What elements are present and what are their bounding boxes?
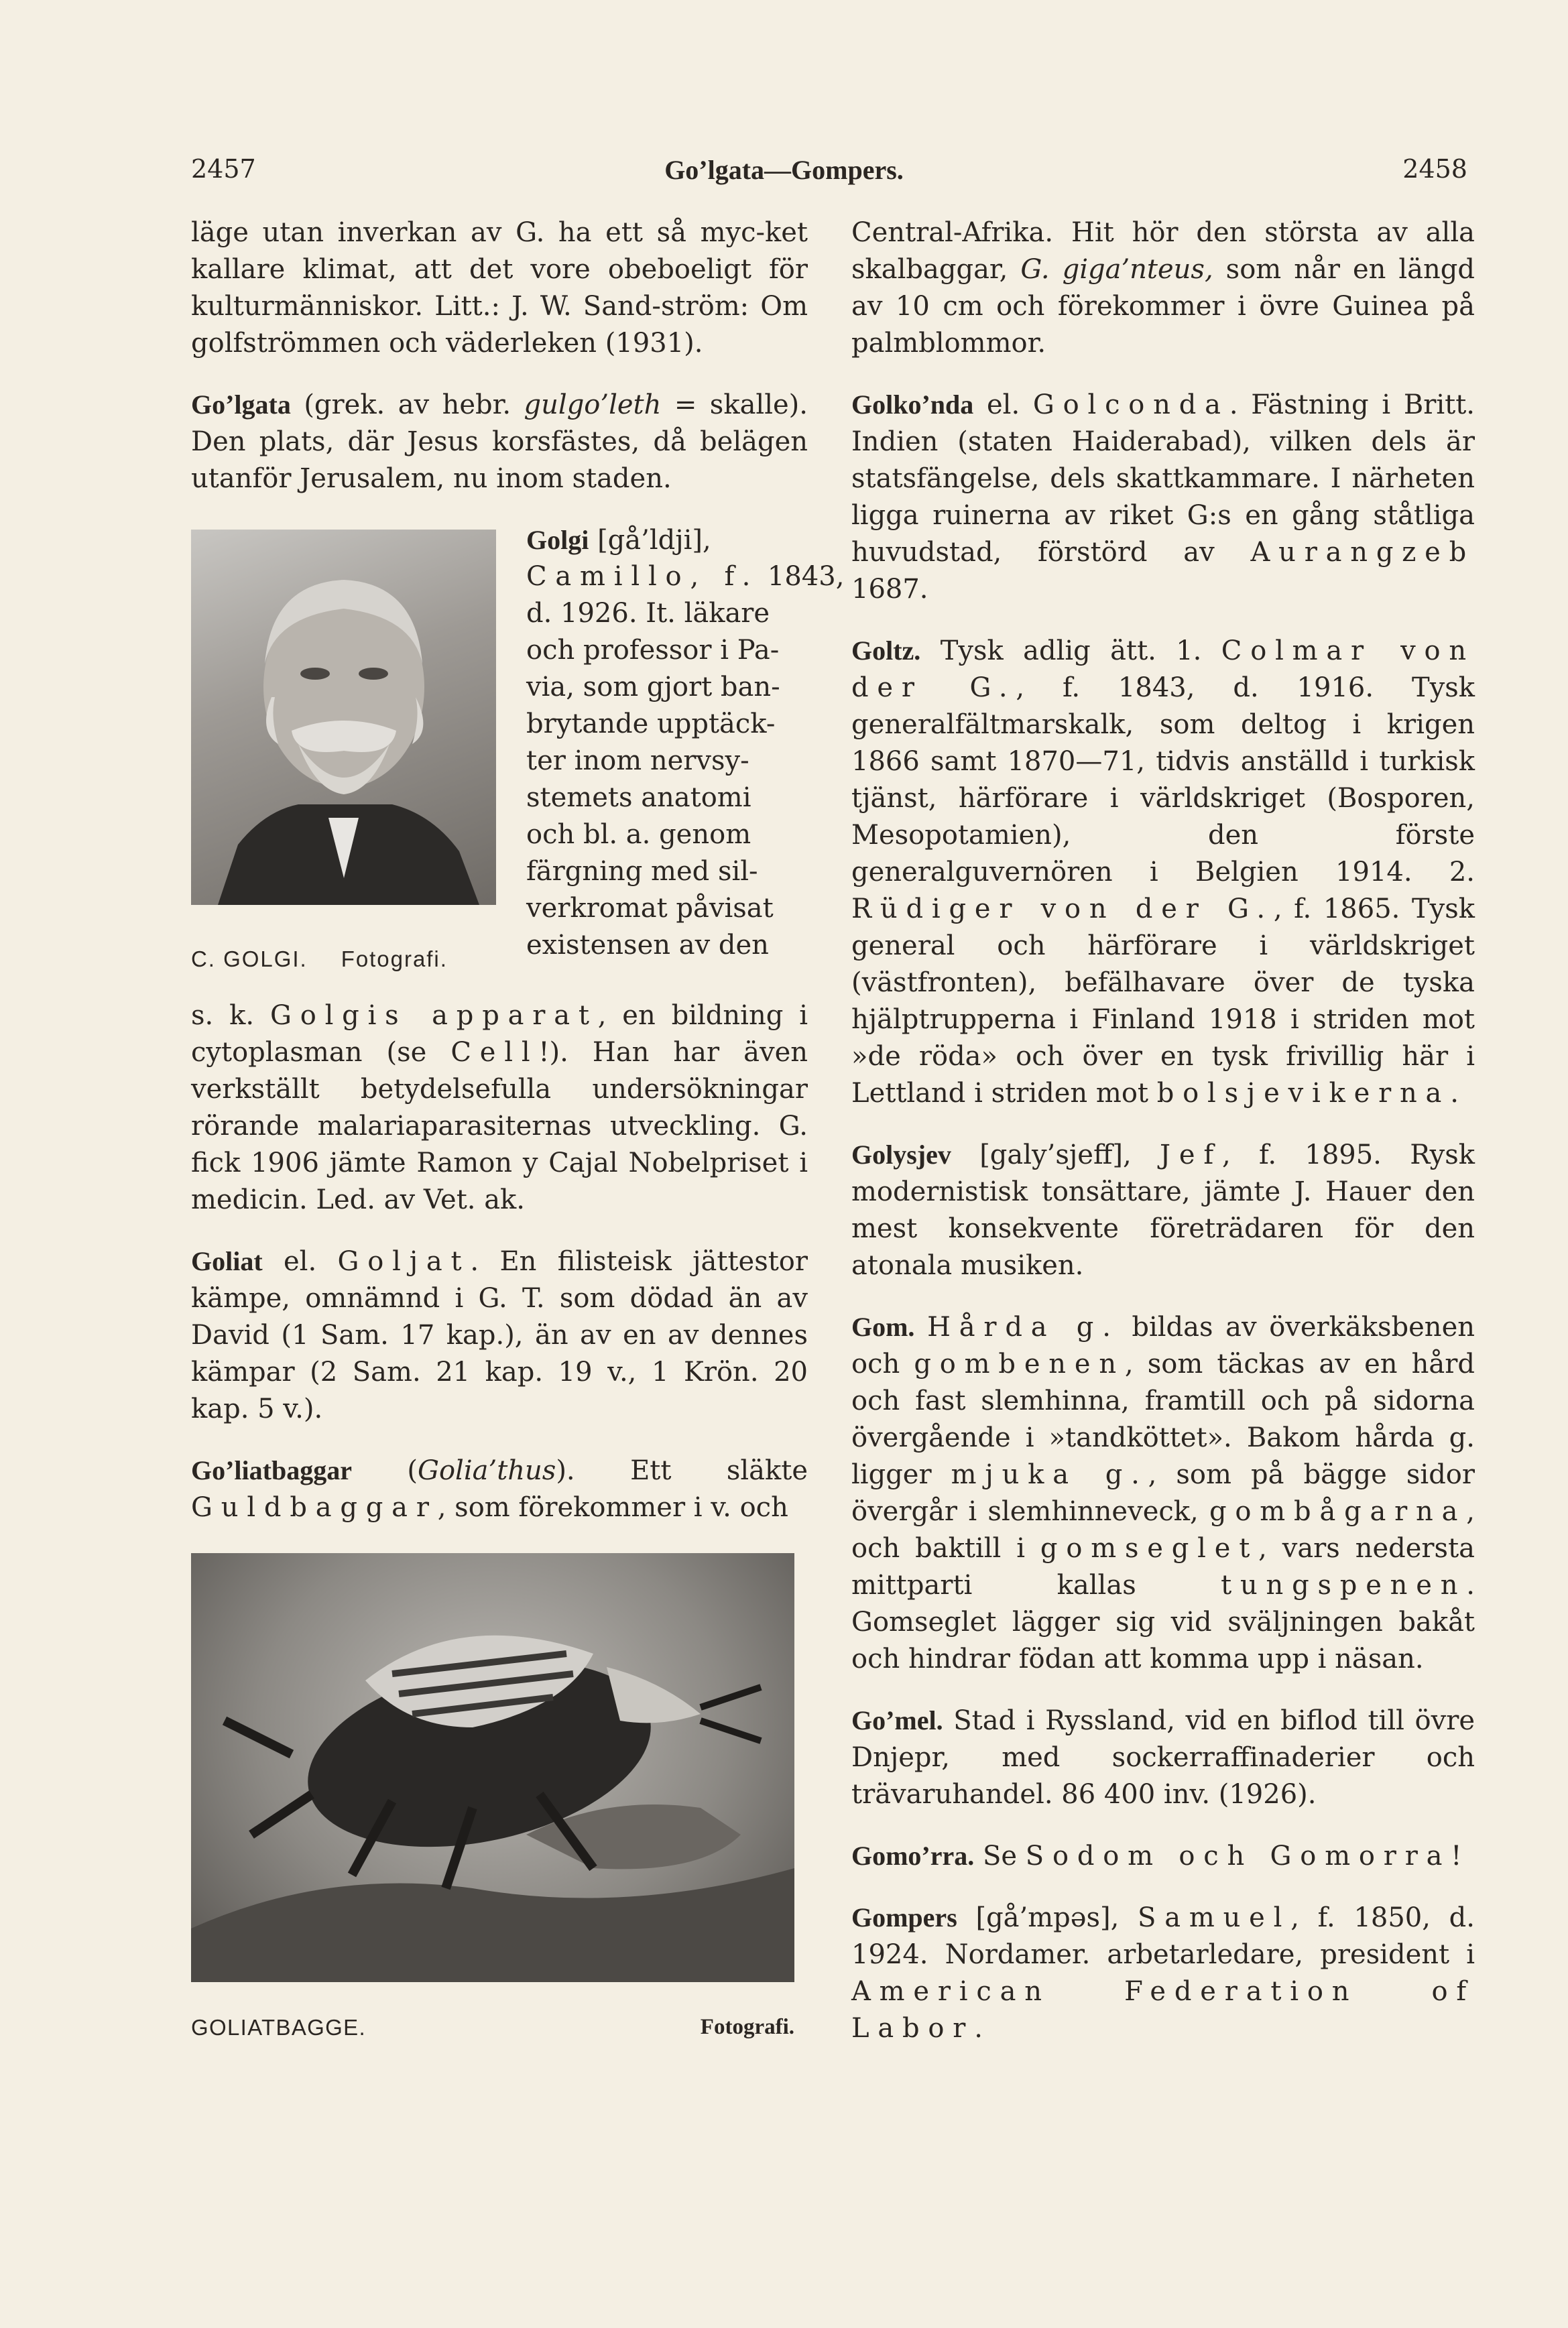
entry-goliat: Goliat el. Goljat. En filisteisk jättestor kämpe, omnämnd i G. T. som dödad än av David (1 Sam. 17 kap.), än av en av dennes kämpar (2 Sam. 21 kap. 19 v., 1 Krön. 20 kap. 5 v.). — [191, 1246, 808, 1424]
golgi-continuation: s. k. Golgis apparat, en bildning i cytoplasman (se Cell!). Han har även verkställt betydelsefulla undersökningar rörande malariaparasiternas utveckling. G. fick 1906 jämte Ramon y Cajal Nobelpriset i medicin. Led. av Vet. ak. — [191, 1000, 808, 1215]
headword: Goltz. — [851, 635, 921, 666]
entry-gompers: Gompers [gå’mpəs], Samuel, f. 1850, d. 1924. Nordamer. arbetarledare, president i American Federation of Labor. — [851, 1902, 1475, 2044]
right-column — [851, 215, 1475, 2071]
golgi-photo-caption: C. GOLGI. Fotografi. — [191, 946, 448, 971]
entry-gomel: Go’mel. Stad i Ryssland, vid en biflod till övre Dnjepr, med sockerraffinaderier och trävaruhandel. 86 400 inv. (1926). — [851, 1705, 1475, 1810]
entry-golgata: Go’lgata (grek. av hebr. gulgo’leth = skalle). Den plats, där Jesus korsfästes, då belägen utanför Jerusalem, nu inom staden. — [191, 389, 808, 494]
entry-gomorra: Gomo’rra. Se Sodom och Gomorra! — [851, 1841, 1462, 1872]
entry-gom: Gom. Hårda g. bildas av överkäksbenen och gombenen, som täckas av en hård och fast slemhinna, framtill och på sidorna övergående i »tandköttet». Bakom hårda g. ligger mjuka g., som på bägge sidor övergår i slemhinneveck, gombågarna, och baktill i gomseglet, vars nedersta mittparti kallas tungspenen. Gomseglet lägger sig vid sväljningen bakåt och hindrar födan att komma upp i näsan. — [851, 1312, 1475, 1674]
goliath-beetle-photo — [191, 1553, 794, 1982]
page-number-left: 2457 — [191, 154, 256, 184]
entry-continuation: Central-Afrika. Hit hör den största av alla skalbaggar, G. giga’nteus, som når en längd av 10 cm och förekommer i övre Guinea på palmblommor. — [851, 217, 1475, 359]
entry-goliatbaggar: Go’liatbaggar (Golia’thus). Ett släkte Guldbaggar, som förekommer i v. och — [191, 1455, 808, 1523]
left-column — [191, 215, 845, 2046]
entry-golgi — [191, 522, 845, 997]
headword: Gom. — [851, 1312, 915, 1342]
headword: Goliat — [191, 1246, 263, 1276]
entry-golkonda: Golko’nda el. Golconda. Fästning i Britt. Indien (staten Haiderabad), vilken dels är statsfängelse, dels skattkammare. I närheten ligga ruinerna av riket G:s en gång ståtliga huvudstad, förstörd av Aurangzeb 1687. — [851, 389, 1475, 605]
headword: Golgi — [526, 525, 589, 555]
headword: Go’mel. — [851, 1705, 943, 1735]
goliath-beetle-caption: GOLIATBAGGE. Fotografi. — [191, 2015, 794, 2040]
golgi-wrapped-text: Golgi [gå’ldji], Camillo, f. 1843, d. 1926. It. läkare och professor i Pa- via, som gjort ban- brytande upptäck- ter inom nervsy- stemets anatomi och bl. a. genom färgning med sil- verkromat påvisat existensen av den — [526, 525, 845, 961]
golgi-portrait-photo — [191, 530, 496, 905]
headword: Golysjev — [851, 1140, 951, 1170]
entry-goltz: Goltz. Tysk adlig ätt. 1. Colmar von der G., f. 1843, d. 1916. Tysk generalfältmarskalk, som deltog i krigen 1866 samt 1870—71, tidvis anställd i turkisk tjänst, härförare i världskriget (Bosporen, Mesopotamien), den förste generalguvernören i Belgien 1914. 2. Rüdiger von der G., f. 1865. Tysk general och härförare i världskriget (västfronten), befälhavare över de tyska hjälptrupperna i Finland 1918 i striden mot »de röda» och över en tysk frivillig här i Lettland i striden mot bolsjevikerna. — [851, 635, 1475, 1109]
running-header: Go’lgata—Gompers. — [664, 155, 904, 185]
headword: Golko’nda — [851, 389, 974, 420]
entry-continuation: läge utan inverkan av G. ha ett så myc-ket kallare klimat, att det vore obeboeligt för kulturmänniskor. Litt.: J. W. Sand-ström: Om golfströmmen och väderleken (1931). — [191, 217, 808, 359]
headword: Go’lgata — [191, 389, 291, 420]
headword: Gomo’rra. — [851, 1841, 975, 1871]
entry-golysjev: Golysjev [galy’sjeff], Jef, f. 1895. Rysk modernistisk tonsättare, jämte J. Hauer den mest konsekvente företrädaren för den atonala musiken. — [851, 1140, 1475, 1281]
page-number-right: 2458 — [1402, 154, 1467, 184]
headword: Go’liatbaggar — [191, 1455, 352, 1485]
headword: Gompers — [851, 1902, 957, 1933]
